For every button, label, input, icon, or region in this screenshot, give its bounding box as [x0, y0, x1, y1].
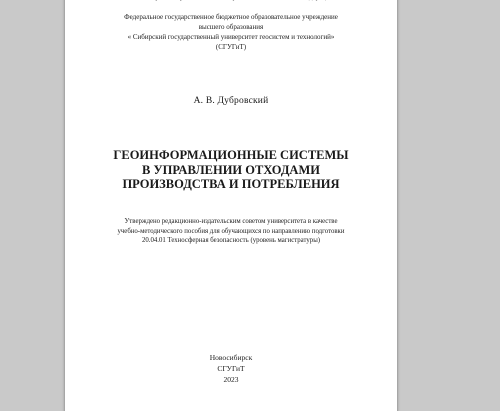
title-line-3: ПРОИЗВОДСТВА И ПОТРЕБЛЕНИЯ [122, 177, 340, 191]
institution-line-1: Федеральное государственное бюджетное образовательное учреждение [124, 13, 338, 21]
imprint-year: 2023 [223, 375, 239, 384]
title-line-1: ГЕОИНФОРМАЦИОННЫЕ СИСТЕМЫ [113, 148, 349, 162]
approval-line-1: Утверждено редакционно-издательским советом университета в качестве [124, 218, 338, 225]
institution-block [65, 12, 397, 52]
imprint-publisher: СГУГиТ [217, 364, 245, 373]
institution-line-2: высшего образования [198, 23, 264, 31]
approval-line-2: учебно-методического пособия для обучающихся по направлению подготовки [117, 227, 345, 235]
document-page [65, 0, 397, 411]
ministry-line [65, 0, 397, 2]
author-name: А. В. Дубровский [193, 96, 269, 106]
imprint-block [65, 352, 397, 385]
imprint-city: Новосибирск [209, 353, 253, 362]
approval-note [65, 217, 397, 246]
document-title [65, 148, 397, 192]
viewer-scrollbar[interactable] [496, 0, 500, 411]
title-line-2: В УПРАВЛЕНИИ ОТХОДАМИ [142, 162, 320, 177]
approval-line-3: 20.04.01 Техносферная безопасность (уровень магистратуры) [141, 237, 321, 244]
institution-line-4: (СГУГиТ) [215, 43, 247, 51]
institution-line-3: « Сибирский государственный университет геосистем и технологий» [127, 33, 335, 41]
